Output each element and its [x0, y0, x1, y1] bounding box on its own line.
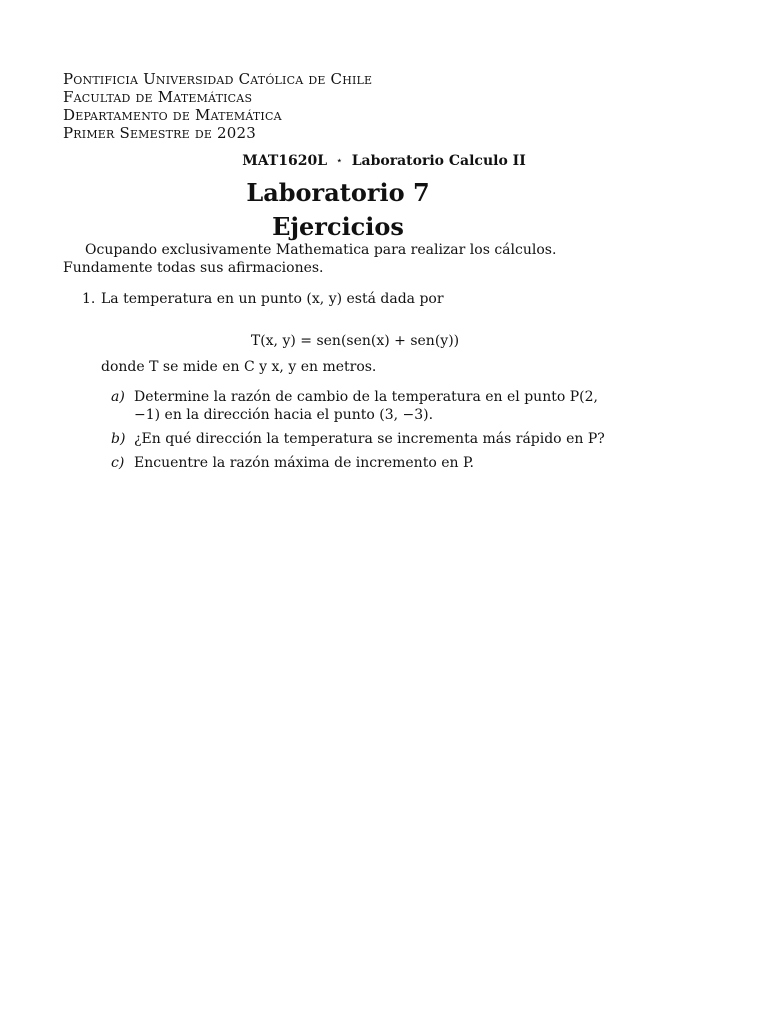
question-c-label: c)	[111, 455, 125, 471]
temperature-formula: T(x, y) = sen(sen(x) + sen(y))	[250, 333, 460, 349]
instructions-text: Ocupando exclusivamente Mathematica para realizar los cálculos. Fundamente todas sus afirmaciones.	[63, 242, 557, 276]
course-line	[0, 153, 768, 169]
university-name: Pontificia Universidad Católica de Chile	[63, 70, 373, 88]
question-b-label: b)	[111, 431, 126, 447]
institution-header	[63, 70, 372, 142]
problem-number: 1.	[82, 291, 96, 307]
star-separator-icon: ⋆	[335, 154, 343, 167]
course-code: MAT1620L	[242, 153, 328, 169]
question-c-text: Encuentre la razón máxima de incremento en P.	[134, 455, 474, 471]
semester: Primer Semestre de 2023	[63, 124, 257, 142]
faculty-name: Facultad de Matemáticas	[63, 88, 253, 106]
problem-statement: La temperatura en un punto (x, y) está dada por	[101, 291, 444, 307]
question-b-text: ¿En qué dirección la temperatura se incrementa más rápido en P?	[134, 431, 605, 447]
instructions-paragraph	[63, 241, 615, 277]
question-a-text: Determine la razón de cambio de la temperatura en el punto P(2, −1) en la dirección hacia el punto (3, −3).	[134, 389, 598, 423]
units-statement: donde T se mide en C y x, y en metros.	[101, 359, 377, 375]
course-name: Laboratorio Calculo II	[351, 153, 526, 169]
lab-title: Laboratorio 7	[246, 178, 430, 207]
department-name: Departamento de Matemática	[63, 106, 282, 124]
question-a-label: a)	[111, 389, 125, 405]
lab-subtitle: Ejercicios	[272, 212, 404, 241]
